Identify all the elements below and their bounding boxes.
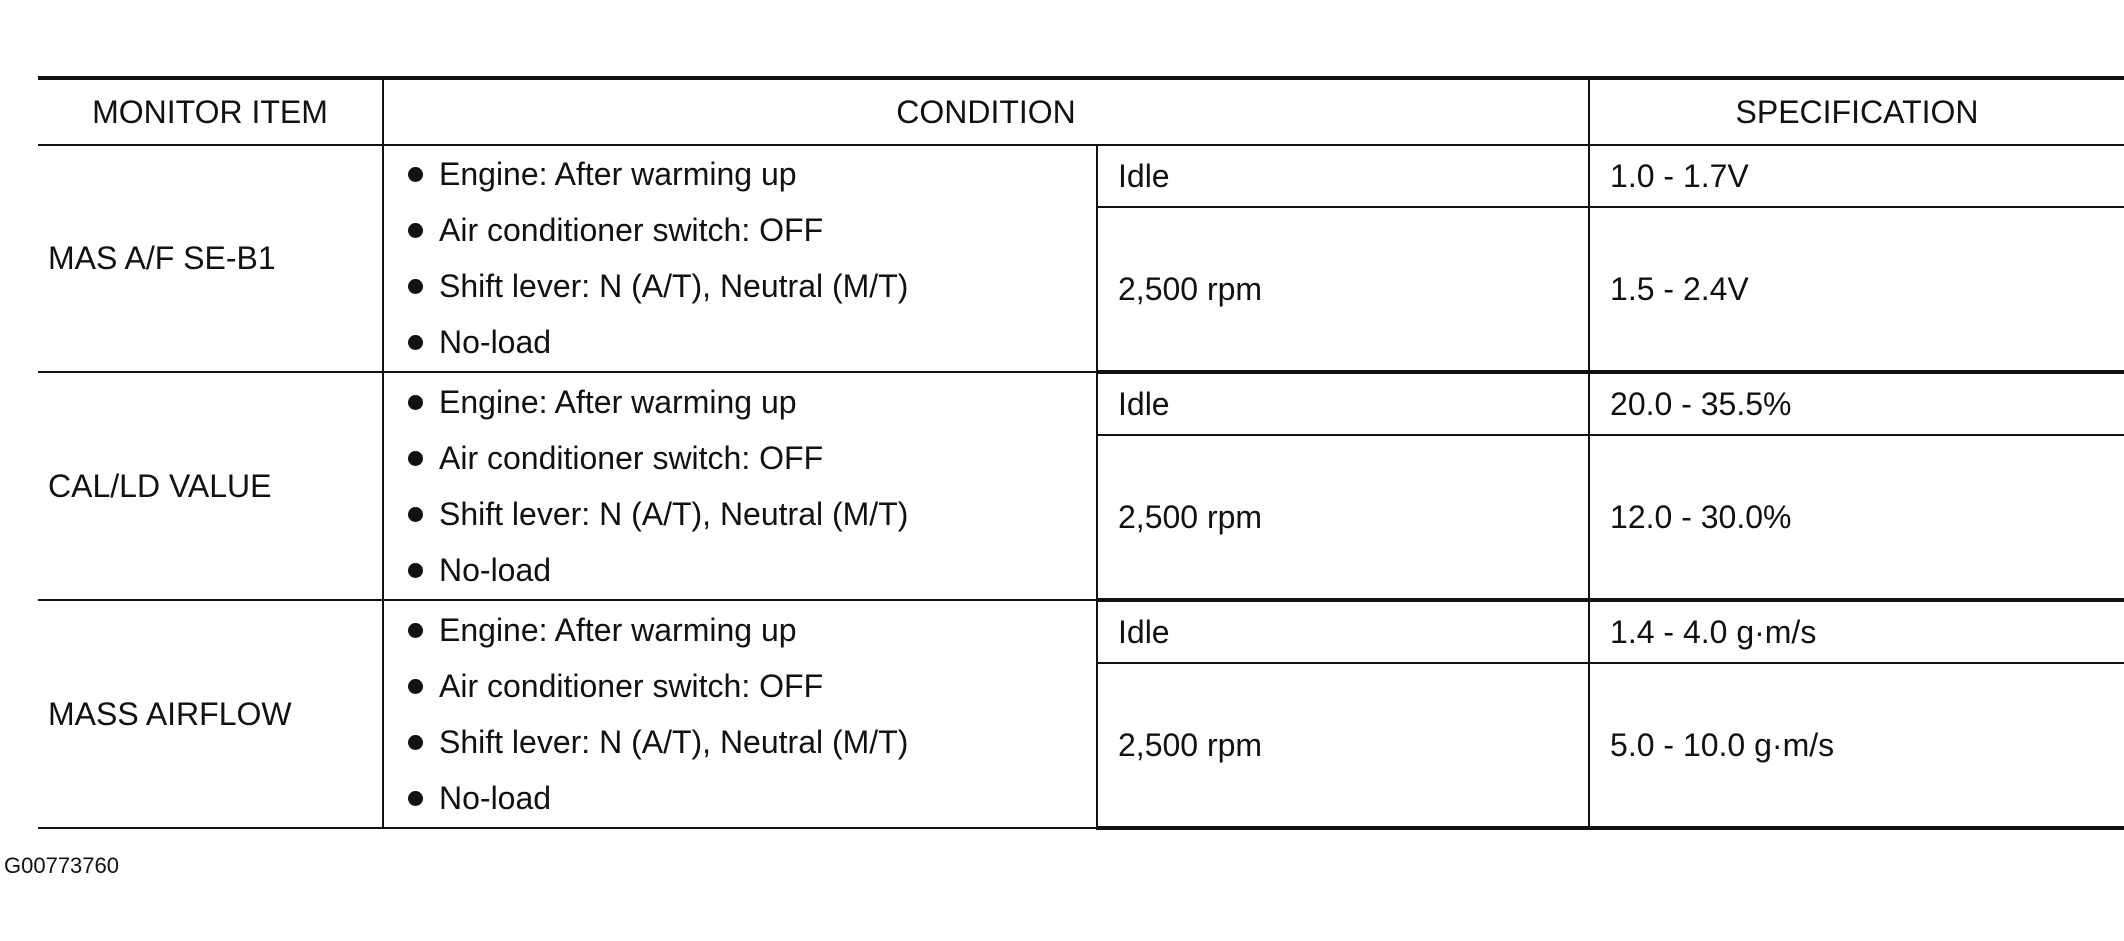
list-item	[408, 658, 1076, 714]
idle-label-cell: Idle	[1097, 145, 1589, 207]
bullet-icon	[408, 735, 423, 750]
list-item	[408, 374, 1076, 430]
table-row	[38, 372, 2124, 435]
bullet-icon	[408, 395, 423, 410]
condition-list	[408, 147, 1076, 371]
list-item	[408, 259, 1076, 315]
condition-list	[408, 374, 1076, 598]
bullet-icon	[408, 335, 423, 350]
monitor-item-cell: MASS AIRFLOW	[38, 600, 383, 828]
spec-table	[38, 76, 2124, 830]
table-row	[38, 145, 2124, 207]
list-item	[408, 315, 1076, 371]
condition-text: No-load	[439, 779, 552, 816]
condition-text: Engine: After warming up	[439, 156, 797, 192]
rpm-spec-cell: 1.5 - 2.4V	[1589, 207, 2124, 372]
condition-text: Engine: After warming up	[439, 383, 797, 420]
bullet-icon	[408, 223, 423, 238]
header-condition: CONDITION	[383, 78, 1589, 145]
condition-cell	[383, 145, 1097, 372]
list-item	[408, 430, 1076, 486]
condition-cell	[383, 600, 1097, 828]
bullet-icon	[408, 623, 423, 638]
rpm-label-cell: 2,500 rpm	[1097, 663, 1589, 828]
bullet-icon	[408, 563, 423, 578]
monitor-item-cell: MAS A/F SE-B1	[38, 145, 383, 372]
condition-text: No-load	[439, 324, 552, 360]
condition-list	[408, 602, 1076, 826]
idle-spec-cell: 1.0 - 1.7V	[1589, 145, 2124, 207]
rpm-label-cell: 2,500 rpm	[1097, 207, 1589, 372]
idle-spec-cell: 1.4 - 4.0 g·m/s	[1589, 600, 2124, 663]
condition-text: Air conditioner switch: OFF	[439, 212, 824, 248]
condition-text: No-load	[439, 551, 552, 588]
condition-text: Shift lever: N (A/T), Neutral (M/T)	[439, 495, 909, 532]
bullet-icon	[408, 791, 423, 806]
condition-text: Shift lever: N (A/T), Neutral (M/T)	[439, 268, 909, 304]
idle-spec-cell: 20.0 - 35.5%	[1589, 372, 2124, 435]
bullet-icon	[408, 451, 423, 466]
condition-text: Shift lever: N (A/T), Neutral (M/T)	[439, 723, 909, 760]
header-specification: SPECIFICATION	[1589, 78, 2124, 145]
idle-label-cell: Idle	[1097, 600, 1589, 663]
rpm-spec-cell: 5.0 - 10.0 g·m/s	[1589, 663, 2124, 828]
bullet-icon	[408, 507, 423, 522]
idle-label-cell: Idle	[1097, 372, 1589, 435]
rpm-label-cell: 2,500 rpm	[1097, 435, 1589, 600]
header-monitor-item: MONITOR ITEM	[38, 78, 383, 145]
condition-cell	[383, 372, 1097, 600]
bullet-icon	[408, 279, 423, 294]
bullet-icon	[408, 679, 423, 694]
header-row	[38, 78, 2124, 145]
list-item	[408, 542, 1076, 598]
monitor-item-cell: CAL/LD VALUE	[38, 372, 383, 600]
bullet-icon	[408, 167, 423, 182]
condition-text: Air conditioner switch: OFF	[439, 667, 824, 704]
list-item	[408, 147, 1076, 203]
list-item	[408, 770, 1076, 826]
condition-text: Engine: After warming up	[439, 611, 797, 648]
list-item	[408, 203, 1076, 259]
list-item	[408, 602, 1076, 658]
rpm-spec-cell: 12.0 - 30.0%	[1589, 435, 2124, 600]
condition-text: Air conditioner switch: OFF	[439, 439, 824, 476]
list-item	[408, 486, 1076, 542]
figure-id: G00773760	[4, 853, 119, 878]
table-row	[38, 600, 2124, 663]
list-item	[408, 714, 1076, 770]
